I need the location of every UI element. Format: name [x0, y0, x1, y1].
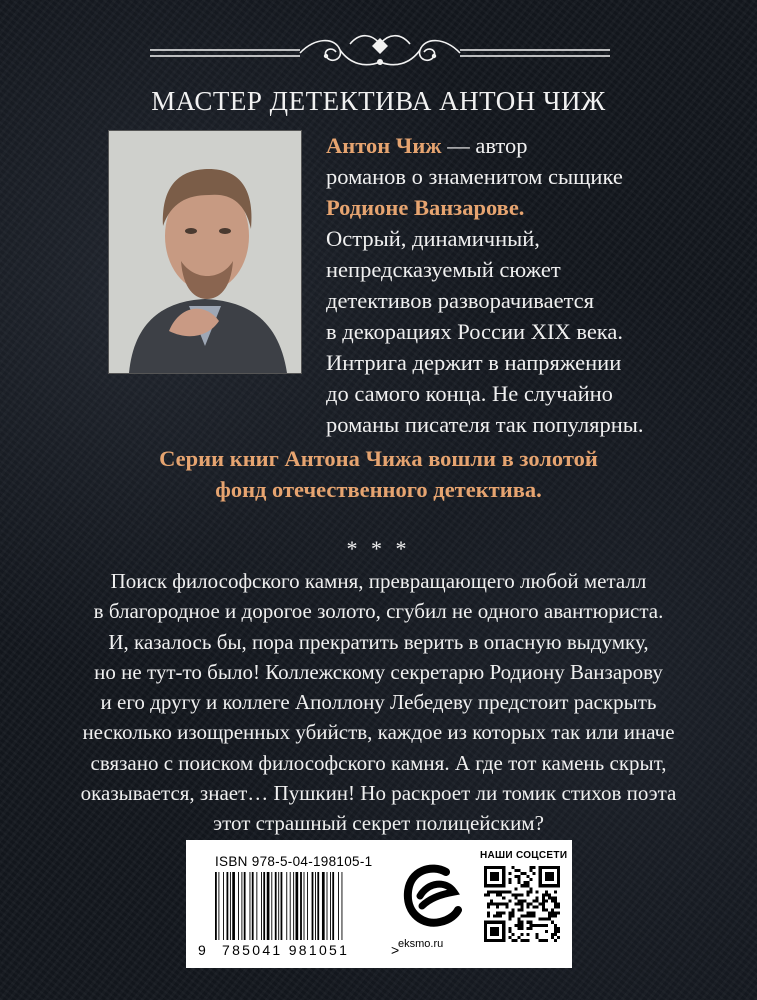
- annotation-line: этот страшный секрет полицейским?: [213, 811, 544, 836]
- ean-tail-mark: >: [391, 942, 401, 958]
- barcode-icon: [215, 872, 385, 942]
- annotation-line: несколько изощренных убийств, каждое из которых так или иначе: [82, 720, 675, 745]
- author-photo: [108, 130, 302, 374]
- ean-digits-rest: 785041 981051: [222, 942, 350, 958]
- highlight-line: Серии книг Антона Чижа вошли в золотой: [159, 446, 598, 471]
- bio-line: Интрига держит в напряжении: [326, 350, 622, 375]
- annotation-line: И, казалось бы, пора прекратить верить в опасную выдумку,: [108, 629, 649, 654]
- isbn-label: ISBN 978-5-04-198105-1: [215, 854, 373, 869]
- qr-code-icon: [484, 866, 560, 942]
- bio-line: романов о знаменитом сыщике: [326, 164, 623, 189]
- bio-line: до самого конца. Не случайно: [326, 381, 613, 406]
- social-label: НАШИ СОЦСЕТИ: [480, 850, 568, 861]
- bio-line: детективов разворачивается: [326, 288, 595, 313]
- publisher-url: eksmo.ru: [398, 938, 444, 950]
- decorative-ornament: [150, 32, 610, 80]
- annotation-line: оказывается, знает… Пушкин! Но раскроет ли томик стихов поэта: [80, 781, 677, 806]
- highlight-statement: [0, 443, 757, 505]
- bio-line: романы писателя так популярны.: [326, 412, 644, 437]
- bio-line: непредсказуемый сюжет: [326, 257, 561, 282]
- annotation-line: Поиск философского камня, превращающего любой металл: [110, 569, 647, 593]
- hero-name: Родионе Ванзарове.: [326, 195, 525, 220]
- bio-text: — автор: [441, 133, 528, 158]
- bio-line: в декорациях России XIX века.: [326, 319, 624, 344]
- series-title: МАСТЕР ДЕТЕКТИВА АНТОН ЧИЖ: [151, 86, 606, 116]
- annotation-line: в благородное и дорогое золото, сгубил не одного авантюриста.: [93, 599, 664, 624]
- author-bio: [326, 130, 706, 440]
- eksmo-logo-icon: [402, 862, 464, 934]
- book-annotation: [0, 566, 757, 839]
- bio-line: [326, 130, 706, 161]
- highlight-line: фонд отечественного детектива.: [215, 477, 542, 502]
- annotation-line: и его другу и коллеге Аполлону Лебедеву предстоит раскрыть: [100, 690, 657, 715]
- author-name: Антон Чиж: [326, 133, 442, 158]
- barcode-panel: [186, 840, 572, 968]
- annotation-line: связано с поиском философского камня. А где тот камень скрыт,: [90, 750, 667, 775]
- section-separator: * * *: [346, 536, 411, 561]
- annotation-line: но не тут-то было! Коллежскому секретарю Родиону Ванзарову: [94, 659, 663, 684]
- bio-line: Острый, динамичный,: [326, 226, 540, 251]
- ean-first-digit: 9: [198, 942, 208, 958]
